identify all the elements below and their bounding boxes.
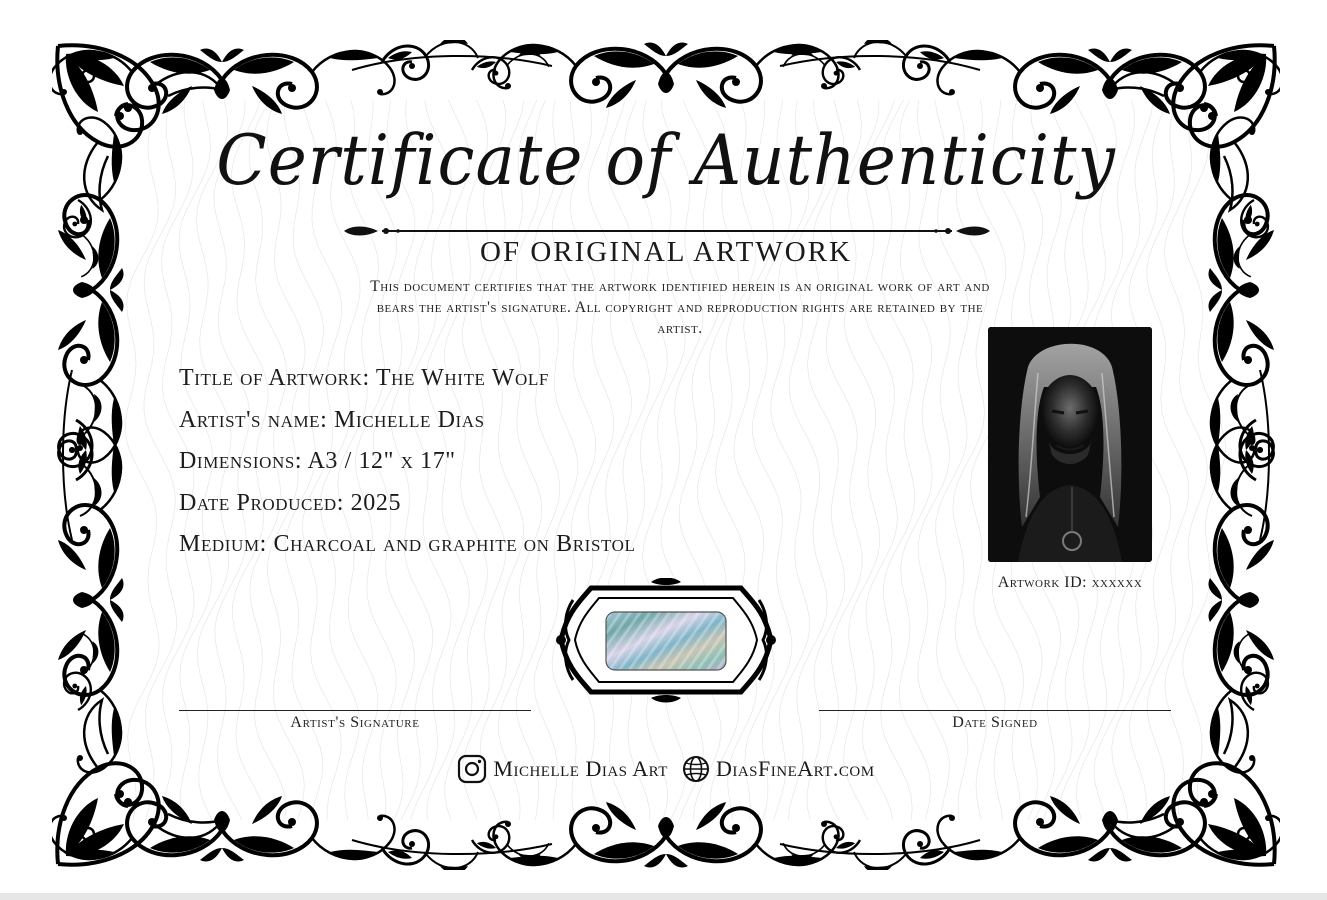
instagram-icon: [457, 754, 487, 784]
artwork-details: [179, 365, 636, 573]
globe-icon: [682, 755, 710, 783]
certification-statement: This document certifies that the artwork identified herein is an original work of art and bears the artist's signature. All copyright and reproduction rights are retained by the artist.: [370, 278, 990, 337]
detail-date-produced: Date Produced: 2025: [179, 489, 402, 516]
instagram-contact: [457, 754, 668, 784]
detail-title-of-artwork: Title of Artwork: The White Wolf: [179, 365, 549, 391]
date-signed-line[interactable]: [819, 710, 1171, 711]
page-bottom-edge: [0, 893, 1327, 900]
artist-signature-line[interactable]: [179, 710, 531, 711]
holographic-seal: [555, 578, 777, 703]
website-contact: [682, 755, 875, 783]
certificate: [52, 40, 1280, 870]
detail-medium: Medium: Charcoal and graphite on Bristol: [179, 531, 636, 557]
detail-artist-name: Artist's name: Michelle Dias: [179, 406, 485, 433]
certificate-subtitle: OF ORIGINAL ARTWORK: [480, 236, 852, 268]
certificate-title: Certificate of Authenticity: [216, 120, 1116, 201]
date-signed-label: Date Signed: [952, 714, 1038, 731]
instagram-handle: Michelle Dias Art: [493, 756, 668, 781]
website-url[interactable]: DiasFineArt.com: [715, 756, 875, 781]
contact-info: [52, 753, 1280, 785]
artwork-thumbnail: [988, 327, 1152, 562]
artwork-id-label: Artwork ID: xxxxxx: [997, 574, 1143, 591]
artist-signature-label: Artist's Signature: [290, 714, 420, 731]
detail-dimensions: Dimensions: A3 / 12" x 17": [179, 448, 456, 474]
